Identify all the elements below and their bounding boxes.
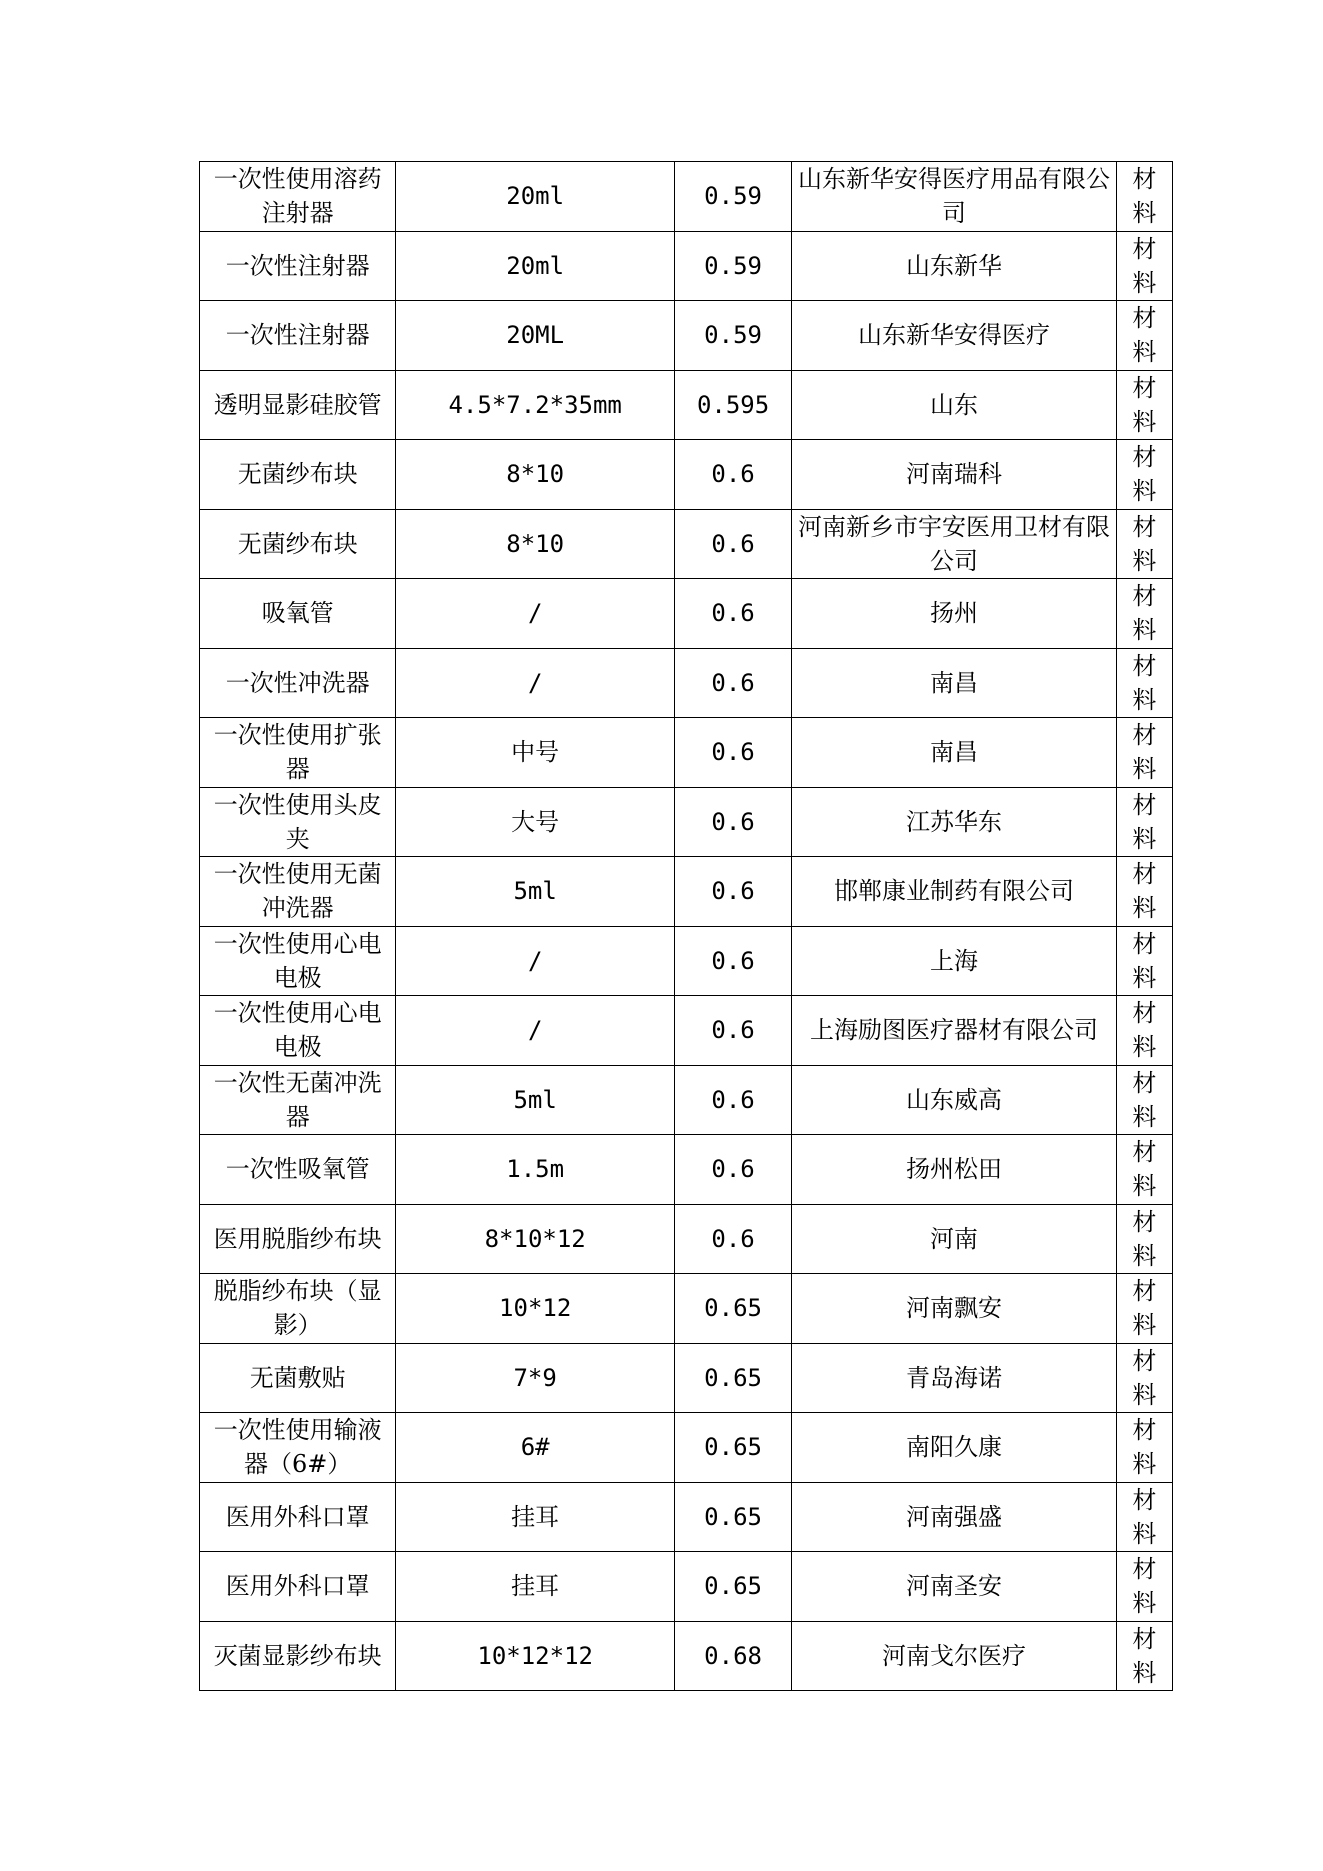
item-name-cell: 一次性使用无菌冲洗器 [200,857,396,927]
category-cell: 材料 [1116,301,1172,371]
material-price-table [199,161,1173,1691]
manufacturer-cell: 江苏华东 [792,787,1117,857]
table-row [200,1274,1173,1344]
category-cell: 材料 [1116,1621,1172,1691]
manufacturer-cell: 河南强盛 [792,1482,1117,1552]
table-row [200,440,1173,510]
item-name-cell: 脱脂纱布块（显影） [200,1274,396,1344]
table-row [200,1065,1173,1135]
table-row [200,1343,1173,1413]
spec-cell: 挂耳 [396,1482,675,1552]
manufacturer-cell: 山东新华 [792,231,1117,301]
manufacturer-cell: 上海 [792,926,1117,996]
category-cell: 材料 [1116,1343,1172,1413]
price-cell: 0.6 [674,509,791,579]
category-cell: 材料 [1116,1482,1172,1552]
table-row [200,1482,1173,1552]
category-cell: 材料 [1116,440,1172,510]
item-name-cell: 无菌纱布块 [200,509,396,579]
table-row [200,1135,1173,1205]
item-name-cell: 一次性使用输液器（6#） [200,1413,396,1483]
price-cell: 0.6 [674,1204,791,1274]
spec-cell: 20ML [396,301,675,371]
manufacturer-cell: 河南瑞科 [792,440,1117,510]
category-cell: 材料 [1116,648,1172,718]
spec-cell: / [396,926,675,996]
manufacturer-cell: 河南飘安 [792,1274,1117,1344]
manufacturer-cell: 南昌 [792,648,1117,718]
price-cell: 0.6 [674,440,791,510]
category-cell: 材料 [1116,370,1172,440]
table-row [200,648,1173,718]
table-row [200,926,1173,996]
table-row [200,1621,1173,1691]
price-cell: 0.65 [674,1274,791,1344]
manufacturer-cell: 山东新华安得医疗 [792,301,1117,371]
manufacturer-cell: 山东 [792,370,1117,440]
manufacturer-cell: 山东威高 [792,1065,1117,1135]
price-cell: 0.6 [674,648,791,718]
price-cell: 0.6 [674,1065,791,1135]
spec-cell: 6# [396,1413,675,1483]
table-row [200,1204,1173,1274]
item-name-cell: 吸氧管 [200,579,396,649]
manufacturer-cell: 扬州 [792,579,1117,649]
item-name-cell: 透明显影硅胶管 [200,370,396,440]
item-name-cell: 医用外科口罩 [200,1482,396,1552]
manufacturer-cell: 南昌 [792,718,1117,788]
manufacturer-cell: 河南新乡市宇安医用卫材有限公司 [792,509,1117,579]
table-row [200,996,1173,1066]
price-cell: 0.6 [674,926,791,996]
spec-cell: 4.5*7.2*35mm [396,370,675,440]
spec-cell: 5ml [396,857,675,927]
table-row [200,857,1173,927]
category-cell: 材料 [1116,1552,1172,1622]
category-cell: 材料 [1116,1274,1172,1344]
spec-cell: 大号 [396,787,675,857]
spec-cell: 10*12 [396,1274,675,1344]
item-name-cell: 一次性使用头皮夹 [200,787,396,857]
table-row [200,370,1173,440]
table-row [200,301,1173,371]
manufacturer-cell: 山东新华安得医疗用品有限公司 [792,162,1117,232]
category-cell: 材料 [1116,509,1172,579]
table-row [200,579,1173,649]
price-cell: 0.6 [674,1135,791,1205]
spec-cell: 8*10*12 [396,1204,675,1274]
table-row [200,231,1173,301]
category-cell: 材料 [1116,162,1172,232]
category-cell: 材料 [1116,1065,1172,1135]
spec-cell: 10*12*12 [396,1621,675,1691]
price-cell: 0.65 [674,1343,791,1413]
item-name-cell: 一次性使用扩张器 [200,718,396,788]
price-cell: 0.59 [674,231,791,301]
spec-cell: 中号 [396,718,675,788]
price-cell: 0.59 [674,162,791,232]
manufacturer-cell: 扬州松田 [792,1135,1117,1205]
spec-cell: / [396,648,675,718]
item-name-cell: 一次性使用溶药注射器 [200,162,396,232]
item-name-cell: 一次性注射器 [200,231,396,301]
category-cell: 材料 [1116,926,1172,996]
price-cell: 0.6 [674,857,791,927]
manufacturer-cell: 河南 [792,1204,1117,1274]
item-name-cell: 一次性注射器 [200,301,396,371]
category-cell: 材料 [1116,787,1172,857]
item-name-cell: 一次性使用心电电极 [200,996,396,1066]
price-cell: 0.65 [674,1482,791,1552]
spec-cell: / [396,996,675,1066]
spec-cell: 8*10 [396,440,675,510]
price-cell: 0.6 [674,718,791,788]
price-cell: 0.59 [674,301,791,371]
spec-cell: 20ml [396,231,675,301]
manufacturer-cell: 河南戈尔医疗 [792,1621,1117,1691]
item-name-cell: 一次性无菌冲洗器 [200,1065,396,1135]
item-name-cell: 一次性冲洗器 [200,648,396,718]
table-row [200,162,1173,232]
spec-cell: 1.5m [396,1135,675,1205]
item-name-cell: 一次性吸氧管 [200,1135,396,1205]
category-cell: 材料 [1116,231,1172,301]
item-name-cell: 无菌敷贴 [200,1343,396,1413]
item-name-cell: 一次性使用心电电极 [200,926,396,996]
price-cell: 0.6 [674,996,791,1066]
spec-cell: 8*10 [396,509,675,579]
table-row [200,1413,1173,1483]
item-name-cell: 医用脱脂纱布块 [200,1204,396,1274]
spec-cell: 5ml [396,1065,675,1135]
category-cell: 材料 [1116,1135,1172,1205]
category-cell: 材料 [1116,1413,1172,1483]
table-row [200,787,1173,857]
spec-cell: 7*9 [396,1343,675,1413]
price-cell: 0.65 [674,1552,791,1622]
table-row [200,509,1173,579]
spec-cell: 挂耳 [396,1552,675,1622]
item-name-cell: 医用外科口罩 [200,1552,396,1622]
manufacturer-cell: 邯郸康业制药有限公司 [792,857,1117,927]
manufacturer-cell: 上海励图医疗器材有限公司 [792,996,1117,1066]
table-row [200,1552,1173,1622]
category-cell: 材料 [1116,996,1172,1066]
price-cell: 0.6 [674,787,791,857]
spec-cell: 20ml [396,162,675,232]
manufacturer-cell: 河南圣安 [792,1552,1117,1622]
price-cell: 0.68 [674,1621,791,1691]
spec-cell: / [396,579,675,649]
category-cell: 材料 [1116,857,1172,927]
table-body [200,162,1173,1691]
price-cell: 0.65 [674,1413,791,1483]
category-cell: 材料 [1116,579,1172,649]
manufacturer-cell: 南阳久康 [792,1413,1117,1483]
manufacturer-cell: 青岛海诺 [792,1343,1117,1413]
category-cell: 材料 [1116,1204,1172,1274]
category-cell: 材料 [1116,718,1172,788]
price-cell: 0.6 [674,579,791,649]
table-row [200,718,1173,788]
item-name-cell: 灭菌显影纱布块 [200,1621,396,1691]
price-cell: 0.595 [674,370,791,440]
item-name-cell: 无菌纱布块 [200,440,396,510]
